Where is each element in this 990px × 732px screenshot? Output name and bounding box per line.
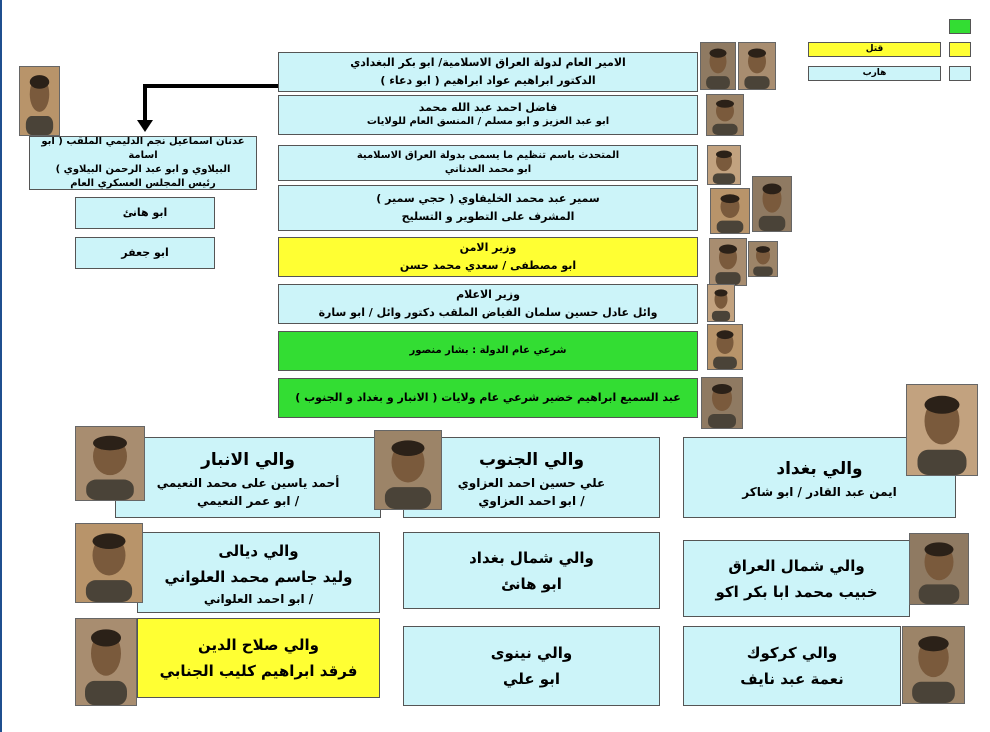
military-chief-name: عدنان اسماعيل نجم الدليمي الملقب ( ابو اسامة bbox=[41, 136, 245, 161]
armament-photo-1 bbox=[710, 188, 750, 234]
legend-fugitive-swatch bbox=[949, 66, 971, 81]
governor-salahuddin-name: فرقد ابراهيم كليب الجنابي bbox=[159, 662, 358, 680]
legend-fugitive-label: هارب bbox=[808, 66, 941, 81]
governor-kirkuk-box bbox=[683, 626, 901, 706]
coordinator-box bbox=[278, 95, 698, 135]
legend-killed-swatch bbox=[949, 42, 971, 57]
governor-south-alias: / ابو احمد العزاوي bbox=[478, 493, 585, 508]
media-minister-title: وزير الاعلام bbox=[456, 288, 520, 301]
governor-anbar-box bbox=[115, 437, 381, 518]
left-edge-line bbox=[0, 0, 2, 732]
connector-arrow-drop bbox=[143, 84, 147, 122]
spokesman-role: المتحدث باسم تنظيم ما يسمى بدولة العراق الاسلامية bbox=[356, 150, 620, 161]
leader-photo-2 bbox=[738, 42, 776, 90]
governor-north-iraq-title: والي شمال العراق bbox=[728, 556, 865, 575]
governor-diyala-title: والي ديالى bbox=[218, 541, 299, 560]
spokesman-box bbox=[278, 145, 698, 181]
spokesman-name: ابو محمد العدناني bbox=[444, 164, 532, 175]
leader-title: الامير العام لدولة العراق الاسلامية/ ابو بكر البغدادي bbox=[350, 56, 626, 69]
governor-diyala-alias: / ابو احمد العلواني bbox=[203, 591, 314, 606]
governor-nineveh-name: ابو علي bbox=[503, 670, 560, 688]
connector-arrow-line bbox=[143, 84, 278, 88]
armament-box bbox=[278, 185, 698, 231]
coordinator-name: فاضل احمد عبد الله محمد bbox=[418, 101, 558, 114]
governor-kirkuk-title: والي كركوك bbox=[746, 644, 838, 662]
governor-diyala-name: وليد جاسم محمد العلواني bbox=[164, 567, 353, 586]
military-aide-1-name: ابو هانئ bbox=[122, 206, 168, 219]
governor-baghdad-name: ايمن عبد القادر / ابو شاكر bbox=[742, 484, 897, 499]
governor-baghdad-title: والي بغداد bbox=[776, 458, 863, 479]
military-aide-2 bbox=[75, 237, 215, 269]
security-minister-box bbox=[278, 237, 698, 277]
military-chief-role: رئيس المجلس العسكري العام bbox=[70, 178, 216, 189]
coordinator-photo bbox=[706, 94, 744, 136]
arrow-head-icon bbox=[137, 120, 153, 132]
state-sharia-name: شرعي عام الدولة : بشار منصور bbox=[409, 345, 567, 356]
media-minister-photo bbox=[707, 284, 735, 322]
security-minister-name: ابو مصطفى / سعدي محمد حسن bbox=[399, 259, 577, 272]
state-sharia-photo bbox=[707, 324, 743, 370]
media-minister-name: وائل عادل حسين سلمان الفياض الملقب دكتور وائل / ابو سارة bbox=[318, 306, 658, 319]
military-chief-alias: البيلاوي و ابو عبد الرحمن البيلاوي ) bbox=[55, 164, 231, 175]
media-minister-box bbox=[278, 284, 698, 324]
spokesman-photo bbox=[707, 145, 741, 185]
governor-south-photo bbox=[374, 430, 442, 510]
governor-kirkuk-photo bbox=[902, 626, 965, 704]
security-minister-photo-1 bbox=[709, 238, 747, 286]
governor-south-title: والي الجنوب bbox=[478, 449, 585, 470]
governor-kirkuk-name: نعمة عبد نايف bbox=[740, 670, 844, 688]
provinces-sharia-box bbox=[278, 378, 698, 418]
governor-anbar-name: أحمد ياسين على محمد النعيمي bbox=[156, 475, 340, 490]
governor-north-iraq-photo bbox=[909, 533, 969, 605]
governor-nineveh-title: والي نينوى bbox=[490, 644, 573, 662]
coordinator-role: ابو عبد العزيز و ابو مسلم / المنسق العام للولايات bbox=[366, 116, 610, 127]
armament-name: سمير عبد محمد الخليفاوي ( حجي سمير ) bbox=[376, 192, 600, 205]
governor-north-baghdad-box bbox=[403, 532, 660, 609]
governor-nineveh-box bbox=[403, 626, 660, 706]
provinces-sharia-name: عبد السميع ابراهيم خضير شرعي عام ولايات ( الانبار و بغداد و الجنوب ) bbox=[295, 391, 681, 404]
state-sharia-box bbox=[278, 331, 698, 371]
provinces-sharia-photo bbox=[701, 377, 743, 429]
military-chief-photo bbox=[19, 66, 60, 136]
governor-north-iraq-name: خبيب محمد ابا بكر اكو bbox=[715, 582, 878, 601]
military-council-box bbox=[29, 136, 257, 190]
armament-photo-2 bbox=[752, 176, 792, 232]
leader-name: الدكتور ابراهيم عواد ابراهيم ( ابو دعاء ) bbox=[380, 74, 596, 87]
governor-salahuddin-box bbox=[137, 618, 380, 698]
governor-north-baghdad-title: والي شمال بغداد bbox=[469, 548, 594, 567]
governor-anbar-photo bbox=[75, 426, 145, 501]
leader-box bbox=[278, 52, 698, 92]
governor-anbar-alias: / ابو عمر النعيمي bbox=[196, 493, 300, 508]
legend-green-swatch bbox=[949, 19, 971, 34]
governor-salahuddin-photo bbox=[75, 618, 137, 706]
governor-baghdad-photo bbox=[906, 384, 978, 476]
security-minister-photo-2 bbox=[748, 241, 778, 277]
leader-photo-1 bbox=[700, 42, 736, 90]
legend-killed-label: قتل bbox=[808, 42, 941, 57]
military-aide-1 bbox=[75, 197, 215, 229]
governor-salahuddin-title: والي صلاح الدين bbox=[198, 636, 319, 654]
armament-role: المشرف على التطوير و التسليح bbox=[401, 210, 575, 223]
security-minister-title: وزير الامن bbox=[459, 241, 517, 254]
governor-diyala-box bbox=[137, 532, 380, 613]
governor-north-baghdad-name: ابو هانئ bbox=[501, 574, 562, 593]
governor-north-iraq-box bbox=[683, 540, 910, 617]
military-aide-2-name: ابو جعفر bbox=[121, 246, 169, 259]
governor-diyala-photo bbox=[75, 523, 143, 603]
governor-south-name: علي حسين احمد العزاوي bbox=[457, 475, 606, 490]
governor-anbar-title: والي الانبار bbox=[201, 449, 295, 470]
